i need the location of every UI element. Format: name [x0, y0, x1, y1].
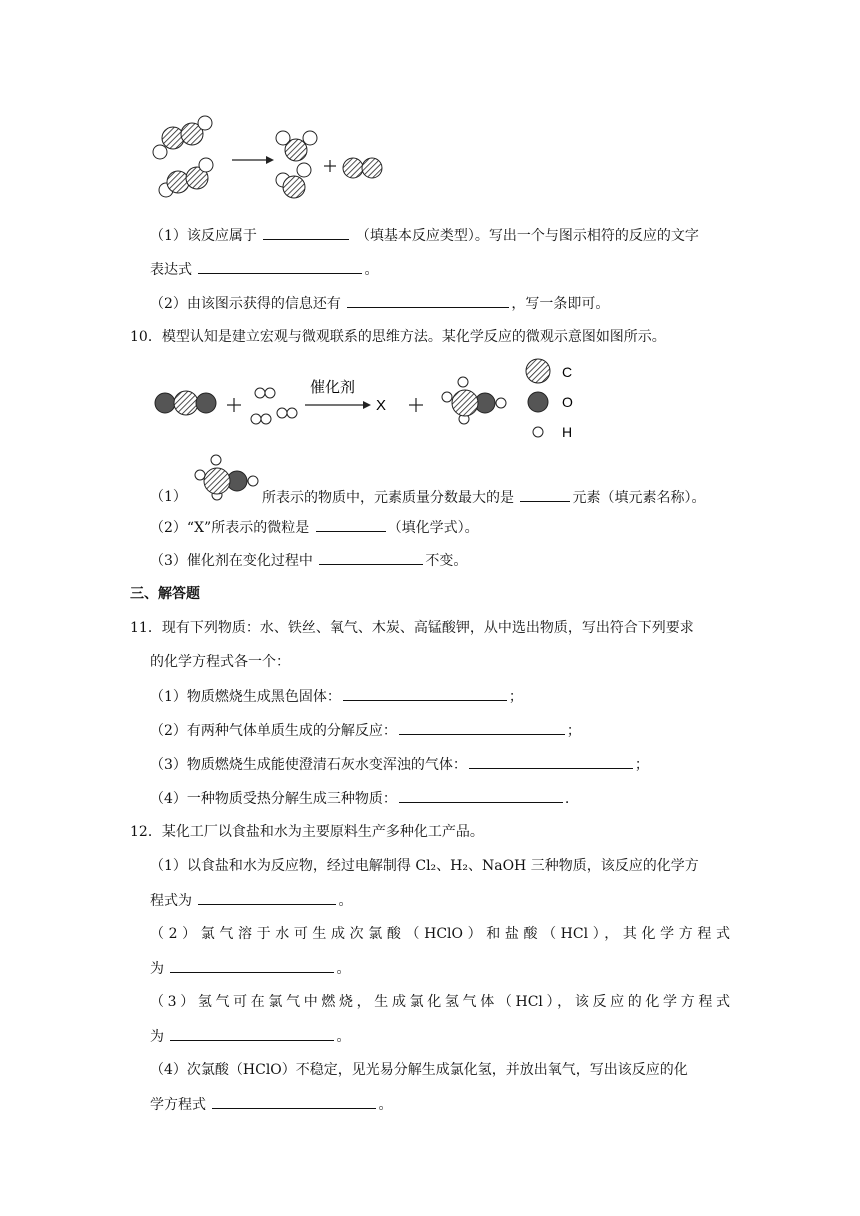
q10-plus-sign-2: [409, 398, 423, 412]
q12-part2-text-b: 为: [150, 961, 164, 977]
q10-part1-text-c: 元素（填元素名称）。: [572, 490, 706, 506]
q10-part2-line: [150, 517, 479, 538]
q11-part3-line: [150, 754, 649, 775]
legend-hydrogen-label: H: [562, 424, 573, 440]
legend-carbon-label: C: [562, 364, 573, 380]
q9-part2-text-a: （2）由该图示获得的信息还有: [150, 296, 341, 312]
q12-answer-blank-1[interactable]: [198, 890, 336, 905]
q10-x-label: X: [376, 397, 387, 414]
q11-part4-text: （4）一种物质受热分解生成三种物质：: [150, 791, 397, 807]
q12-part3-end: 。: [336, 1029, 351, 1045]
q12-part1-end: 。: [338, 893, 353, 909]
q9-reactant-molecule-1: [153, 116, 212, 159]
q12-answer-blank-3[interactable]: [170, 1026, 334, 1041]
q9-part2-line: [150, 293, 609, 314]
q10-reaction-diagram: [150, 355, 590, 450]
q11-part2-line: [150, 720, 581, 741]
q9-reactant-molecule-2: [159, 158, 213, 197]
q10-part3-line: [150, 550, 467, 571]
q10-product-methanol: [442, 377, 506, 424]
q10-reactant-h2: [251, 388, 297, 424]
q10-legend: [526, 359, 573, 440]
q9-answer-blank-1[interactable]: [263, 225, 349, 240]
q10-stem: 10．模型认知是建立宏观与微观联系的思维方法。某化学反应的微观示意图如图所示。: [130, 329, 666, 345]
q10-part1-methanol-icon: [190, 454, 265, 499]
q11-stem-line2: 的化学方程式各一个：: [150, 654, 290, 670]
q11-answer-blank-1[interactable]: [343, 686, 507, 701]
q9-product-molecule-1: [276, 131, 317, 161]
q12-part2-line1: （2）氯气溶于水可生成次氯酸（HClO）和盐酸（HCl），其化学方程式: [150, 926, 730, 942]
q9-part1-text-c: 表达式: [150, 262, 192, 278]
q9-part1-line2: [150, 259, 378, 280]
q11-part1-end: ；: [508, 689, 523, 705]
q12-part4-line2: [150, 1094, 392, 1115]
q12-answer-blank-2[interactable]: [170, 958, 334, 973]
q10-part3-text-a: （3）催化剂在变化过程中: [150, 553, 313, 569]
q10-part2-text-a: （2）“X”所表示的微粒是: [150, 520, 310, 536]
q12-part3-text-b: 为: [150, 1029, 164, 1045]
q9-part1-text-a: （1）该反应属于: [150, 228, 257, 244]
legend-oxygen-label: O: [562, 394, 573, 410]
q10-plus-sign-1: [227, 398, 241, 412]
q12-part1-text-b: 程式为: [150, 893, 192, 909]
q10-arrow: [305, 401, 371, 409]
q12-stem: 12．某化工厂以食盐和水为主要原料生产多种化工产品。: [130, 824, 484, 840]
q10-answer-blank-2[interactable]: [316, 517, 386, 532]
q12-part1-line1: （1）以食盐和水为反应物，经过电解制得 Cl₂、H₂、NaOH 三种物质，该反应的化学方: [150, 858, 699, 874]
q9-arrow: [232, 156, 274, 164]
q11-part3-end: ；: [634, 757, 649, 773]
q11-part1-line: [150, 686, 523, 707]
q9-answer-blank-2[interactable]: [198, 259, 362, 274]
q10-reactant-co2: [155, 391, 216, 415]
q10-answer-blank-3[interactable]: [319, 550, 423, 565]
q9-reaction-diagram: [140, 110, 400, 205]
q9-part1-text-b: （填基本反应类型）。写出一个与图示相符的反应的文字: [355, 228, 699, 244]
q11-answer-blank-4[interactable]: [399, 788, 563, 803]
q11-answer-blank-3[interactable]: [469, 754, 633, 769]
legend-hydrogen-symbol: [533, 427, 543, 437]
q9-part2-text-b: ，写一条即可。: [511, 296, 610, 312]
q12-part2-line2: [150, 958, 350, 979]
q10-catalyst-label: 催化剂: [310, 378, 356, 396]
q11-part2-text: （2）有两种气体单质生成的分解反应：: [150, 723, 397, 739]
q10-part1-line: [262, 487, 705, 508]
q9-part1-line1: [150, 225, 699, 246]
legend-oxygen-symbol: [528, 392, 548, 412]
q12-part4-text-b: 学方程式: [150, 1097, 206, 1113]
q9-plus-sign: [324, 160, 336, 172]
section-title-answer-questions: 三、解答题: [130, 586, 200, 602]
q12-answer-blank-4[interactable]: [212, 1094, 376, 1109]
q12-part3-line1: （3）氢气可在氯气中燃烧，生成氯化氢气体（HCl），该反应的化学方程式: [150, 994, 730, 1010]
q12-part4-line1: （4）次氯酸（HClO）不稳定，见光易分解生成氯化氢，并放出氧气，写出该反应的化: [150, 1062, 688, 1078]
q10-part3-text-b: 不变。: [425, 553, 468, 569]
q12-part3-line2: [150, 1026, 350, 1047]
q10-answer-blank-1[interactable]: [520, 487, 570, 502]
q9-product-molecule-3: [343, 158, 382, 178]
q12-part1-line2: [150, 890, 352, 911]
q11-part1-text: （1）物质燃烧生成黑色固体：: [150, 689, 341, 705]
q11-answer-blank-2[interactable]: [399, 720, 565, 735]
legend-carbon-symbol: [526, 359, 550, 383]
q11-part4-line: [150, 788, 569, 809]
q11-stem-line1: 11．现有下列物质：水、铁丝、氧气、木炭、高锰酸钾，从中选出物质，写出符合下列要求: [130, 620, 694, 636]
q10-part1-text-b: 所表示的物质中，元素质量分数最大的是: [262, 490, 514, 506]
q10-part1-prefix: （1）: [150, 489, 187, 505]
q11-part2-end: ；: [566, 723, 581, 739]
q11-part4-end: .: [564, 791, 570, 807]
q10-part2-text-b: （填化学式）。: [387, 520, 479, 536]
q9-answer-blank-3[interactable]: [347, 293, 509, 308]
q12-part2-end: 。: [336, 961, 351, 977]
q9-part1-end: 。: [364, 262, 379, 278]
q11-part3-text: （3）物质燃烧生成能使澄清石灰水变浑浊的气体：: [150, 757, 467, 773]
q9-product-molecule-2: [276, 163, 311, 198]
q12-part4-end: 。: [378, 1097, 393, 1113]
